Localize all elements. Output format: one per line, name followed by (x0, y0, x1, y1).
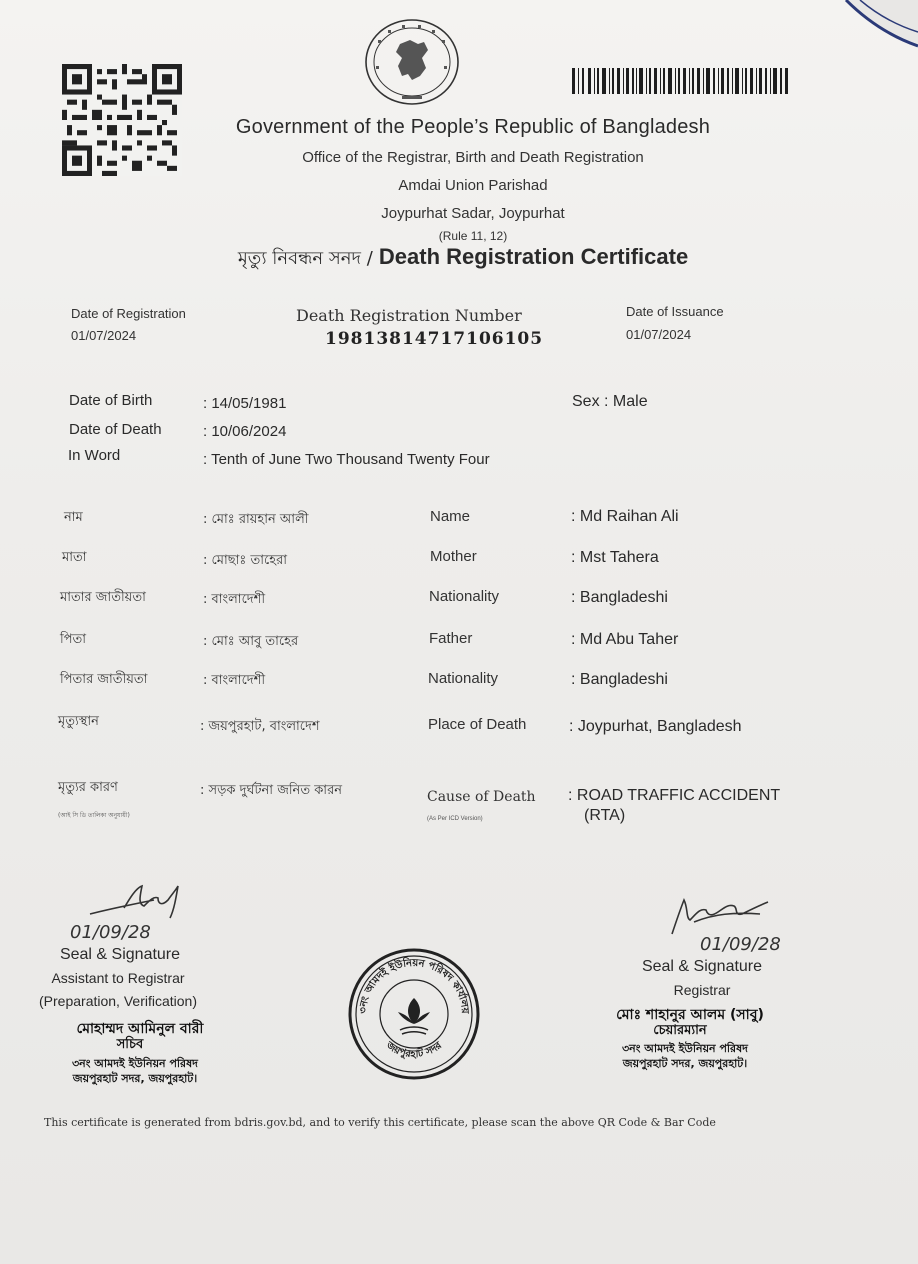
dod-value: : 10/06/2024 (203, 423, 287, 440)
cause-bn-label: মৃত্যুর কারণ (58, 780, 118, 795)
left-role: Assistant to Registrar (51, 970, 185, 986)
cause-value-line1: : ROAD TRAFFIC ACCIDENT (568, 787, 781, 804)
father-bn-value: : মোঃ আবু তাহের (203, 634, 299, 649)
date-of-issuance-value: 01/07/2024 (626, 327, 692, 342)
corner-stamp-icon (838, 0, 918, 60)
right-seal-label: Seal & Signature (641, 958, 763, 975)
left-name-bn: মোহাম্মদ আমিনুল বারী (76, 1021, 204, 1037)
name-value: : Md Raihan Ali (571, 508, 679, 525)
name-label: Name (430, 508, 471, 525)
father-value: : Md Abu Taher (571, 631, 679, 648)
signature-scribble-icon (84, 878, 194, 924)
left-org-bn: ৩নং আমদই ইউনিয়ন পরিষদ (72, 1057, 198, 1070)
registration-number-label: Death Registration Number (296, 306, 522, 325)
registration-number-value: 19813814717106105 (325, 329, 544, 349)
right-org-bn: ৩নং আমদই ইউনিয়ন পরিষদ (622, 1042, 748, 1055)
father-nationality-value: : Bangladeshi (571, 671, 668, 688)
district-name: Joypurhat Sadar, Joypurhat (381, 205, 565, 222)
mother-nationality-bn-value: : বাংলাদেশী (203, 592, 266, 607)
left-role-sub: (Preparation, Verification) (39, 993, 197, 1009)
verification-footer: This certificate is generated from bdris.gov.bd, and to verify this certificate, please scan the above QR Code & Bar Code (44, 1116, 716, 1129)
dob-value: : 14/05/1981 (203, 395, 287, 412)
dod-label: Date of Death (69, 421, 162, 438)
certificate-title (0, 244, 918, 275)
seal-ring-bottom: জয়পুরহাট সদর (383, 1040, 445, 1061)
left-seal-label: Seal & Signature (59, 946, 181, 963)
mother-bn-value: : মোছাঃ তাহেরা (203, 553, 287, 568)
father-nationality-label: Nationality (428, 670, 499, 687)
left-signature-date: 01/09/28 (70, 922, 151, 943)
dob-label: Date of Birth (69, 392, 153, 409)
mother-nationality-value: : Bangladeshi (571, 589, 668, 606)
office-title: Office of the Registrar, Birth and Death Registration (302, 149, 644, 166)
left-title-bn: সচিব (116, 1037, 144, 1052)
inword-label: In Word (68, 447, 121, 464)
government-emblem-icon (362, 18, 462, 108)
place-of-death-bn-value: : জয়পুরহাট, বাংলাদেশ (200, 719, 320, 734)
right-role: Registrar (673, 982, 731, 998)
right-signature-date: 01/09/28 (700, 934, 781, 955)
rule-reference: (Rule 11, 12) (438, 229, 508, 243)
left-place-bn: জয়পুরহাট সদর, জয়পুরহাট। (72, 1072, 198, 1085)
cause-label: Cause of Death (427, 789, 536, 805)
father-label: Father (429, 630, 473, 647)
seal-ring-top: ৩নং আমদই ইউনিয়ন পরিষদ কার্যালয় (357, 957, 471, 1015)
sex-value: Sex : Male (572, 393, 648, 410)
cause-sub: (As Per ICD Version) (427, 816, 483, 822)
certificate-title-en: Death Registration Certificate (378, 244, 689, 269)
barcode-icon (572, 68, 790, 94)
union-name: Amdai Union Parishad (398, 177, 548, 194)
father-bn-label: পিতা (60, 632, 87, 647)
mother-nationality-label: Nationality (429, 588, 500, 605)
mother-bn-label: মাতা (62, 550, 87, 565)
date-of-issuance-label: Date of Issuance (626, 304, 724, 319)
mother-label: Mother (430, 548, 477, 565)
place-of-death-label: Place of Death (428, 716, 527, 733)
government-title: Government of the People’s Republic of Bangladesh (235, 116, 711, 138)
mother-value: : Mst Tahera (571, 549, 659, 566)
union-parishad-seal-icon (344, 944, 484, 1084)
father-nationality-bn-label: পিতার জাতীয়তা (60, 672, 148, 687)
date-of-registration-label: Date of Registration (71, 306, 186, 321)
name-bn-label: নাম (64, 510, 83, 525)
father-nationality-bn-value: : বাংলাদেশী (203, 673, 266, 688)
cause-bn-sub: (আই সি ডি তালিকা অনুযায়ী) (58, 812, 130, 819)
mother-nationality-bn-label: মাতার জাতীয়তা (60, 590, 146, 605)
right-place-bn: জয়পুরহাট সদর, জয়পুরহাট। (622, 1057, 748, 1070)
place-of-death-bn-label: মৃত্যুস্থান (58, 714, 99, 729)
cause-bn-value: : সড়ক দুর্ঘটনা জনিত কারন (200, 783, 342, 798)
certificate-title-bn: মৃত্যু নিবন্ধন সনদ / (237, 248, 373, 269)
inword-value: : Tenth of June Two Thousand Twenty Four (203, 451, 490, 468)
date-of-registration-value: 01/07/2024 (71, 328, 137, 343)
cause-value-line2: (RTA) (584, 807, 626, 824)
right-name-bn: মোঃ শাহানুর আলম (সাবু) (616, 1007, 764, 1023)
name-bn-value: : মোঃ রায়হান আলী (203, 512, 309, 527)
right-title-bn: চেয়ারম্যান (653, 1023, 707, 1038)
place-of-death-value: : Joypurhat, Bangladesh (569, 718, 742, 735)
svg-text:জয়পুরহাট সদর (383, 1039, 444, 1060)
registrar-signature-scribble-icon (664, 892, 772, 940)
